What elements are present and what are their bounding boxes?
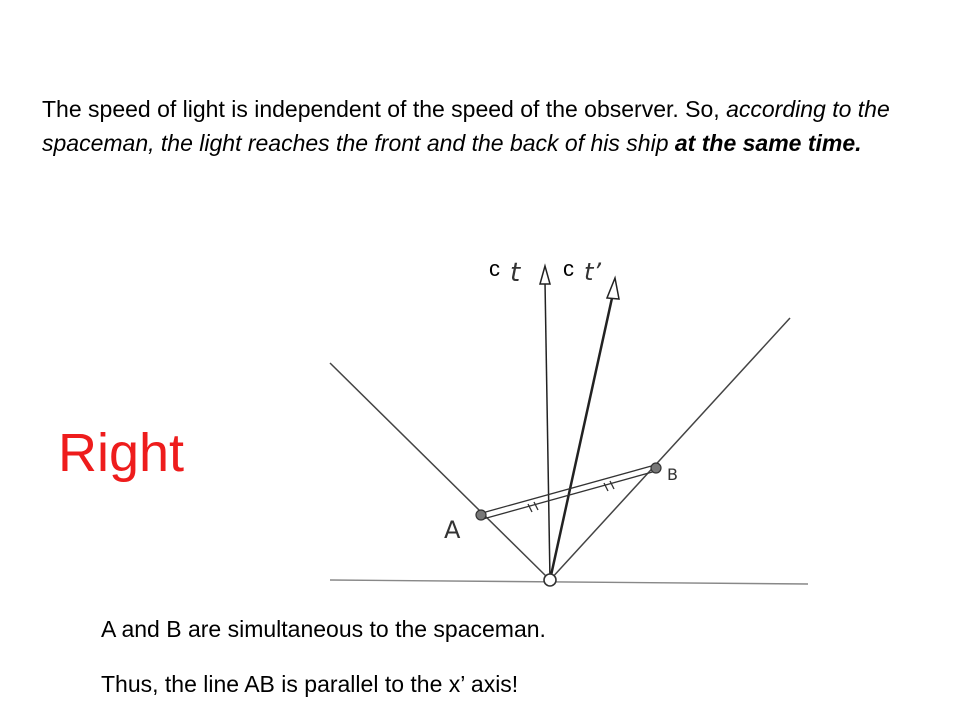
note-parallel-axis: Thus, the line AB is parallel to the x’ axis! [101, 671, 519, 697]
b-label: B [667, 465, 678, 484]
c-label-right: c [563, 256, 574, 281]
t-axis [545, 282, 550, 580]
t-axis-arrowhead [540, 266, 550, 284]
verdict-label: Right [58, 423, 185, 483]
t-prime-axis [550, 298, 612, 580]
light-ray-right [550, 318, 790, 580]
light-ray-left [330, 363, 550, 580]
x-axis [330, 580, 808, 584]
note-simultaneous: A and B are simultaneous to the spaceman. [101, 616, 546, 642]
t-prime-axis-arrowhead [607, 278, 619, 299]
t-prime-label: t’ [584, 258, 602, 286]
explanation-text-1: The speed of light is independent of the speed of the observer. So, [42, 96, 727, 122]
explanation-emphasis: at the same time. [674, 130, 862, 156]
explanation-text-2: according to the spaceman, the light reaches the front and the back of his ship [42, 96, 890, 156]
event-a-point [476, 510, 486, 520]
c-label-left: c [489, 256, 500, 281]
origin-point [544, 574, 556, 586]
event-b-point [651, 463, 661, 473]
a-label: A [444, 516, 461, 544]
t-label: t [510, 258, 521, 288]
